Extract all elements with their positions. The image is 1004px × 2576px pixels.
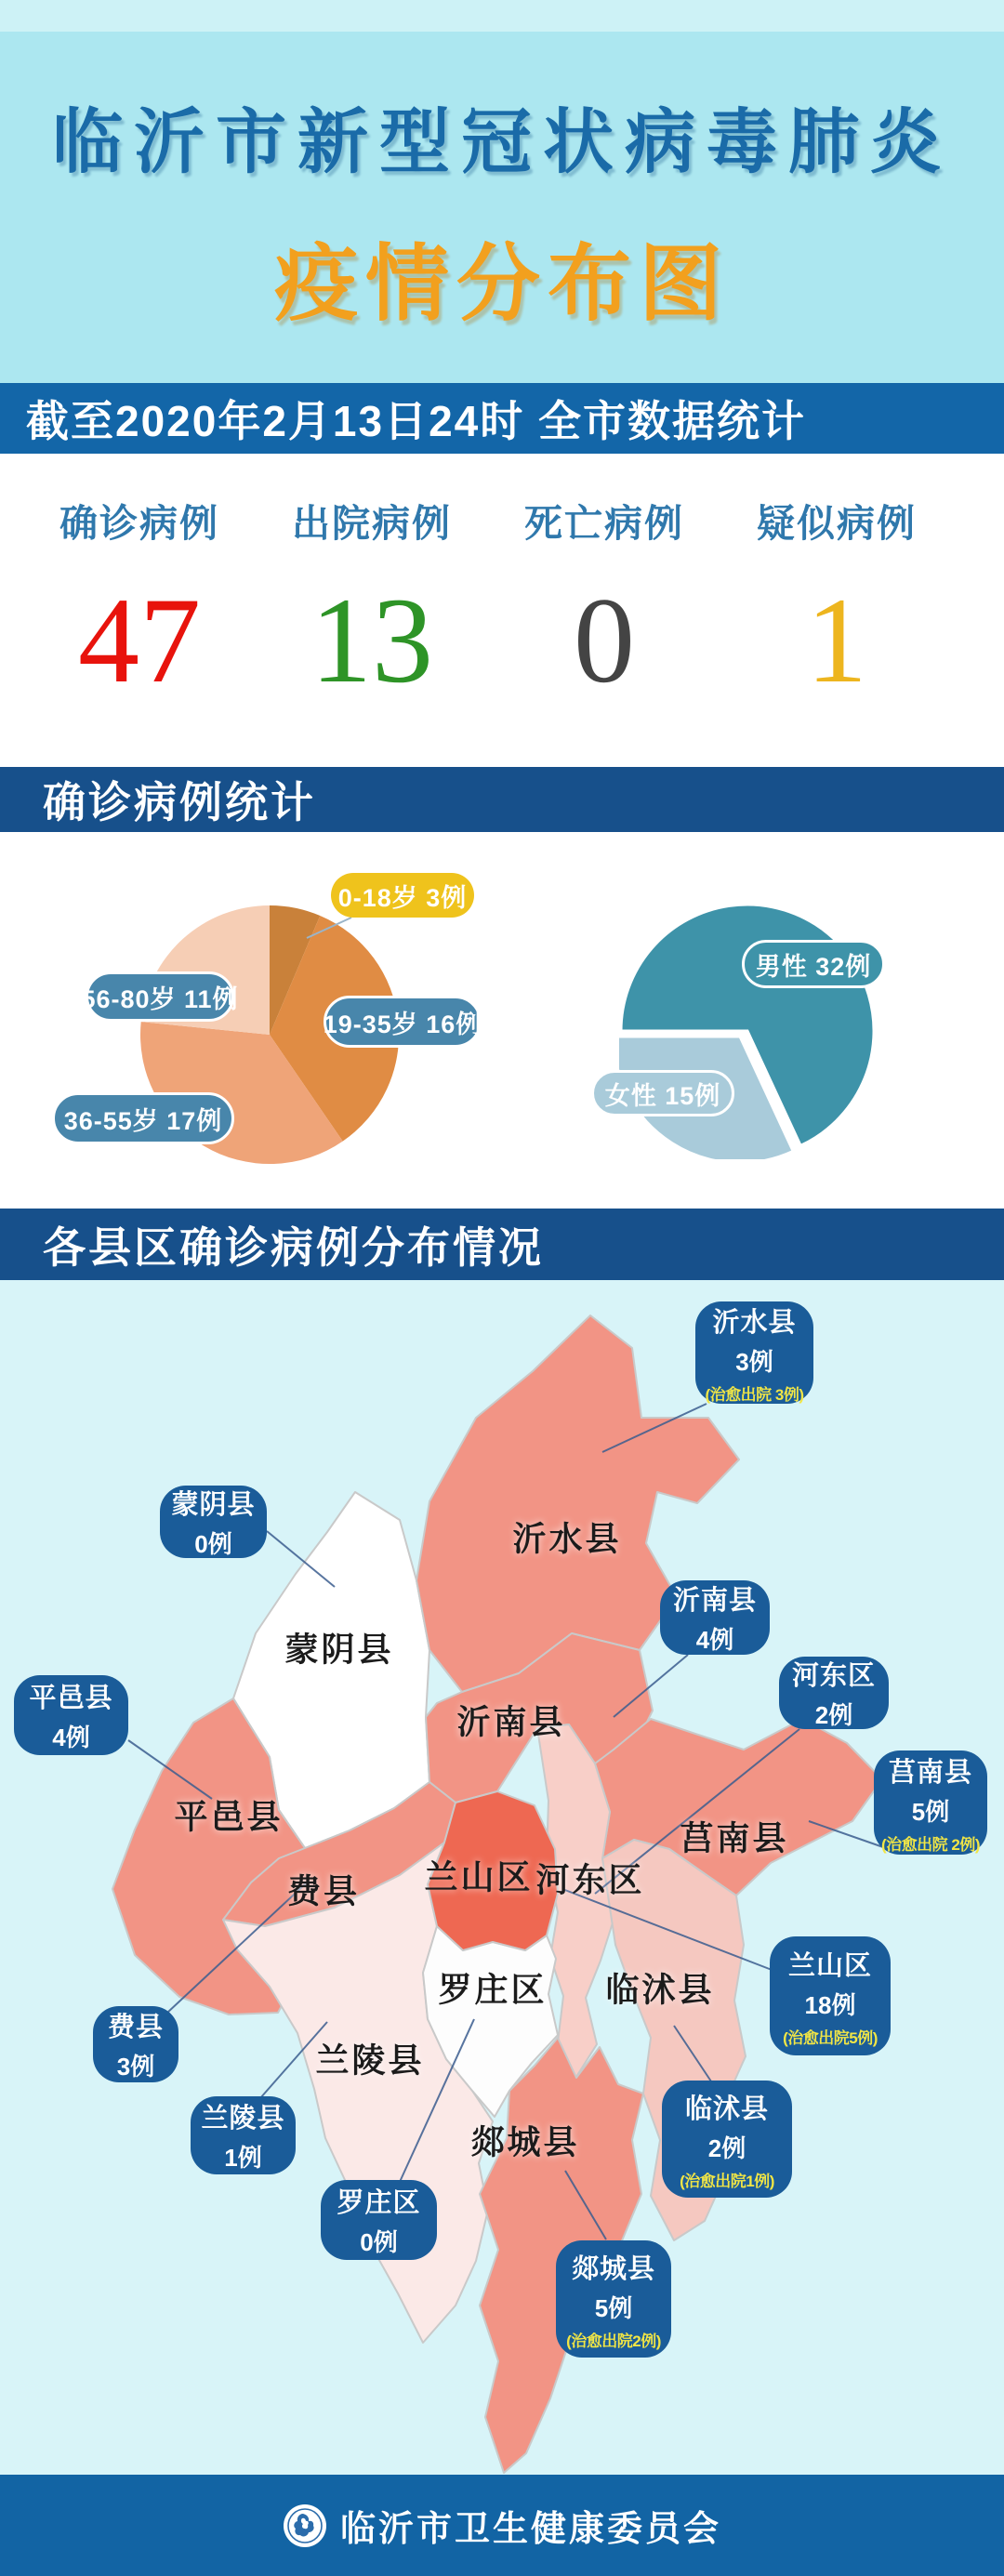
region-pill-cases: 5例	[911, 1797, 950, 1826]
region-pill-tancheng	[556, 2240, 671, 2358]
pie-panel	[0, 832, 1004, 1209]
region-pill-cases: 0例	[360, 2228, 398, 2256]
region-pill-lanling	[191, 2096, 296, 2174]
region-label-mengyin: 蒙阴县	[284, 1630, 394, 1669]
stat-card-confirmed	[23, 493, 256, 767]
region-pill-name: 沂南县	[672, 1586, 757, 1616]
region-pill-yishui	[695, 1301, 813, 1404]
health-commission-logo	[283, 2503, 327, 2548]
region-pill-yinan	[660, 1580, 770, 1655]
region-label-lanshan: 兰山区	[424, 1857, 534, 1896]
pie-label-age-19-35: 19-35岁 16例	[324, 996, 482, 1048]
region-pill-cases: 5例	[594, 2293, 633, 2322]
region-label-luozhuang: 罗庄区	[438, 1970, 548, 2009]
region-pill-name: 平邑县	[29, 1684, 113, 1713]
region-pill-cases: 18例	[804, 1990, 856, 2019]
region-pill-name: 郯城县	[571, 2253, 655, 2284]
region-label-tancheng: 郯城县	[470, 2122, 580, 2161]
region-label-pingyi: 平邑县	[174, 1797, 284, 1836]
pie-section-bar	[0, 767, 1004, 832]
stat-card-discharged	[256, 493, 488, 767]
region-pill-name: 莒南县	[888, 1757, 972, 1788]
region-pill-cases: 0例	[194, 1530, 232, 1558]
org-name: 临沂市卫生健康委员会	[339, 2510, 721, 2549]
region-pill-cured: (治愈出院2例)	[566, 2332, 661, 2350]
region-pill-pingyi	[14, 1675, 128, 1755]
stat-value: 47	[78, 572, 201, 708]
hero-top-strip	[0, 0, 1004, 32]
region-pill-luozhuang	[321, 2180, 437, 2260]
region-label-hedong: 河东区	[535, 1860, 645, 1899]
region-pill-name: 罗庄区	[337, 2188, 421, 2218]
region-pill-mengyin	[160, 1486, 267, 1558]
region-pill-name: 蒙阴县	[171, 1490, 256, 1520]
region-pill-cases: 3例	[116, 2053, 155, 2081]
region-pill-cases: 4例	[52, 1724, 90, 1751]
region-pill-lanshan	[770, 1936, 891, 2055]
stat-card-suspected	[720, 493, 953, 767]
page-title: 临沂市新型冠状病毒肺炎	[52, 103, 952, 182]
stat-label: 死亡病例	[524, 502, 684, 545]
region-pill-cured: (治愈出院1例)	[680, 2172, 774, 2190]
region-label-junan: 莒南县	[680, 1818, 789, 1857]
page-subtitle: 疫情分布图	[274, 238, 730, 331]
region-pill-name: 兰陵县	[201, 2104, 285, 2133]
region-pill-name: 费县	[107, 2013, 164, 2042]
pie-label-female: 女性 15例	[591, 1070, 734, 1116]
stat-label: 疑似病例	[757, 502, 917, 545]
footer-bar	[0, 2475, 1004, 2576]
stats-panel	[0, 454, 1004, 767]
stat-label: 出院病例	[292, 502, 452, 545]
stat-label: 确诊病例	[59, 502, 219, 545]
region-pill-junan	[874, 1750, 987, 1855]
pie-label-age-56-80: 56-80岁 11例	[86, 971, 234, 1022]
region-label-yishui: 沂水县	[512, 1519, 622, 1558]
region-pill-cases: 3例	[735, 1347, 773, 1376]
region-label-feixian: 费县	[286, 1871, 361, 1910]
stat-value: 0	[574, 572, 635, 708]
region-pill-feixian	[93, 2006, 178, 2082]
region-pill-name: 沂水县	[712, 1307, 797, 1338]
region-label-yinan: 沂南县	[456, 1702, 566, 1741]
region-pill-cases: 4例	[695, 1626, 734, 1654]
region-pill-cured: (治愈出院 2例)	[881, 1835, 980, 1854]
map-section-bar	[0, 1209, 1004, 1280]
region-pill-name: 河东区	[791, 1661, 876, 1691]
pie-label-age-36-55: 36-55岁 17例	[52, 1092, 234, 1144]
region-pill-cured: (治愈出院 3例)	[705, 1385, 804, 1404]
pie-section-title: 确诊病例统计	[43, 778, 316, 826]
county-map	[0, 1280, 1004, 2475]
stats-header-text: 截至2020年2月13日24时 全市数据统计	[26, 397, 807, 445]
region-pill-name: 兰山区	[787, 1950, 872, 1981]
region-pill-cases: 2例	[814, 1701, 853, 1729]
region-pill-linshu	[662, 2081, 792, 2198]
region-label-lanling: 兰陵县	[315, 2041, 425, 2080]
region-label-linshu: 临沭县	[605, 1970, 715, 2009]
pie-label-age-0-18: 0-18岁 3例	[331, 873, 474, 918]
stat-value: 1	[806, 572, 867, 708]
hero-section	[0, 0, 1004, 383]
stats-header-bar	[0, 383, 1004, 454]
region-pill-hedong	[779, 1657, 889, 1729]
pie-label-male: 男性 32例	[742, 940, 885, 988]
map-section-title: 各县区确诊病例分布情况	[43, 1222, 544, 1272]
stat-value: 13	[310, 572, 433, 708]
region-pill-name: 临沭县	[684, 2094, 769, 2124]
stat-card-deaths	[488, 493, 720, 767]
region-pill-cured: (治愈出院5例)	[783, 2028, 878, 2047]
region-pill-cases: 2例	[707, 2133, 746, 2162]
region-pill-cases: 1例	[224, 2144, 262, 2172]
